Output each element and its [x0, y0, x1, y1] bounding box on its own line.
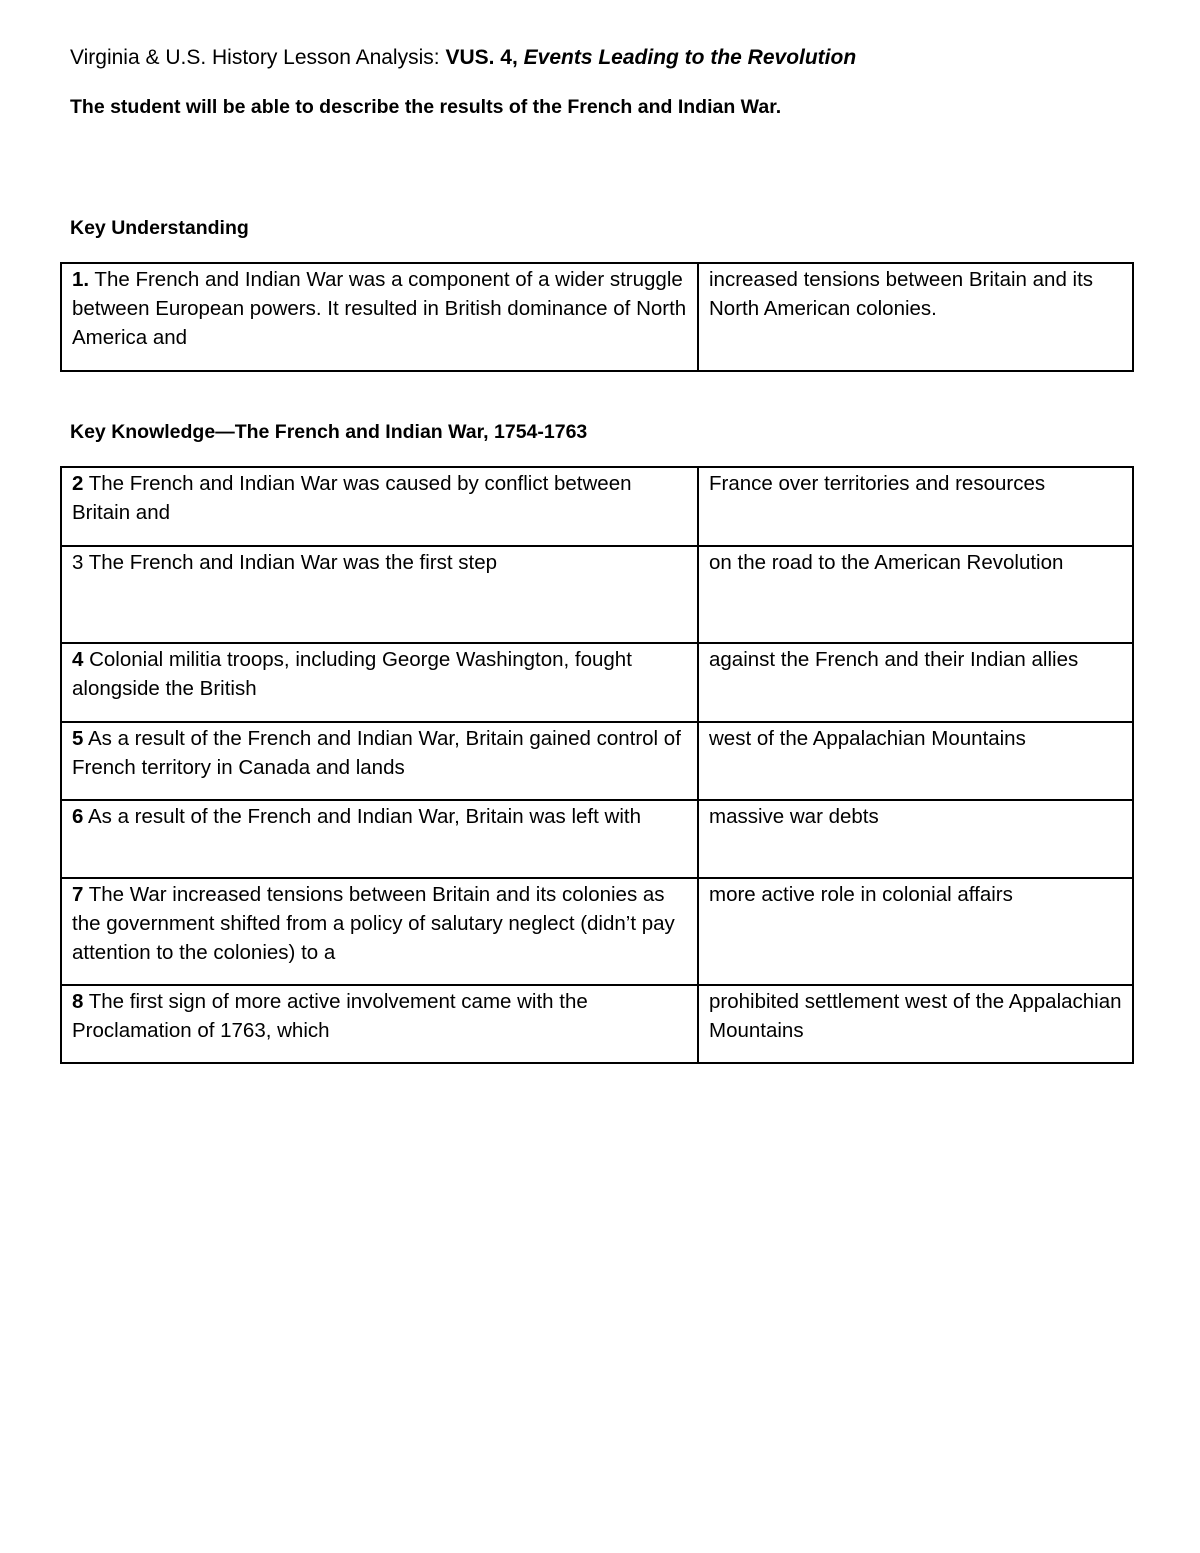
item-number: 6	[72, 805, 84, 828]
standard-code: VUS. 4,	[445, 46, 524, 69]
answer-cell	[698, 985, 1133, 1063]
table-row	[61, 722, 1133, 800]
statement-cell	[61, 800, 698, 878]
statement-cell	[61, 722, 698, 800]
statement-text: The first sign of more active involvement came with the Proclamation of 1763, which	[72, 990, 588, 1042]
statement-cell	[61, 643, 698, 722]
key-knowledge-table	[60, 466, 1134, 1064]
statement-cell	[61, 878, 698, 985]
answer-text: west of the Appalachian Mountains	[709, 727, 1026, 750]
answer-text: on the road to the American Revolution	[709, 551, 1064, 574]
item-number: 3	[72, 551, 84, 574]
table-row	[61, 985, 1133, 1063]
statement-text: The French and Indian War was a component of a wider struggle between European powers. It resulted in British dominance of North America and	[72, 268, 687, 349]
answer-cell	[698, 467, 1133, 546]
item-number: 2	[72, 472, 84, 495]
statement-text: The War increased tensions between Britain and its colonies as the government shifted from a policy of salutary neglect (didn’t pay attention to the colonies) to a	[72, 883, 675, 964]
statement-cell	[61, 546, 698, 643]
answer-text: prohibited settlement west of the Appalachian Mountains	[709, 990, 1122, 1042]
item-number: 7	[72, 883, 84, 906]
answer-cell	[698, 800, 1133, 878]
answer-cell	[698, 546, 1133, 643]
table-row	[61, 467, 1133, 546]
key-understanding-table	[60, 262, 1134, 372]
statement-cell	[61, 467, 698, 546]
answer-cell	[698, 878, 1133, 985]
key-knowledge-heading: Key Knowledge—The French and Indian War, 1754-1763	[70, 421, 588, 443]
statement-text: The French and Indian War was caused by conflict between Britain and	[72, 472, 632, 524]
statement-text: The French and Indian War was the first step	[83, 551, 498, 574]
answer-text: France over territories and resources	[709, 472, 1046, 495]
statement-cell	[61, 985, 698, 1063]
item-number: 8	[72, 990, 84, 1013]
answer-cell	[698, 263, 1133, 371]
header-prefix: Virginia & U.S. History Lesson Analysis:	[70, 46, 446, 69]
statement-cell	[61, 263, 698, 371]
statement-text: Colonial militia troops, including George Washington, fought alongside the British	[72, 648, 632, 700]
unit-title: Events Leading to the Revolution	[523, 46, 857, 69]
key-understanding-heading: Key Understanding	[70, 217, 249, 239]
table-row	[61, 546, 1133, 643]
item-number: 5	[72, 727, 84, 750]
statement-text: As a result of the French and Indian War, Britain was left with	[83, 805, 641, 828]
table-row	[61, 800, 1133, 878]
table-row	[61, 878, 1133, 985]
answer-text: massive war debts	[709, 805, 879, 828]
statement-text: As a result of the French and Indian War, Britain gained control of French territory in Canada and lands	[72, 727, 681, 779]
item-number: 1.	[72, 268, 90, 291]
item-number: 4	[72, 648, 84, 671]
table-row	[61, 263, 1133, 371]
answer-text: increased tensions between Britain and its North American colonies.	[709, 268, 1094, 320]
answer-cell	[698, 643, 1133, 722]
document-header	[70, 44, 856, 72]
answer-cell	[698, 722, 1133, 800]
learning-objective: The student will be able to describe the results of the French and Indian War.	[70, 96, 782, 118]
answer-text: more active role in colonial affairs	[709, 883, 1013, 906]
answer-text: against the French and their Indian allies	[709, 648, 1079, 671]
table-row	[61, 643, 1133, 722]
